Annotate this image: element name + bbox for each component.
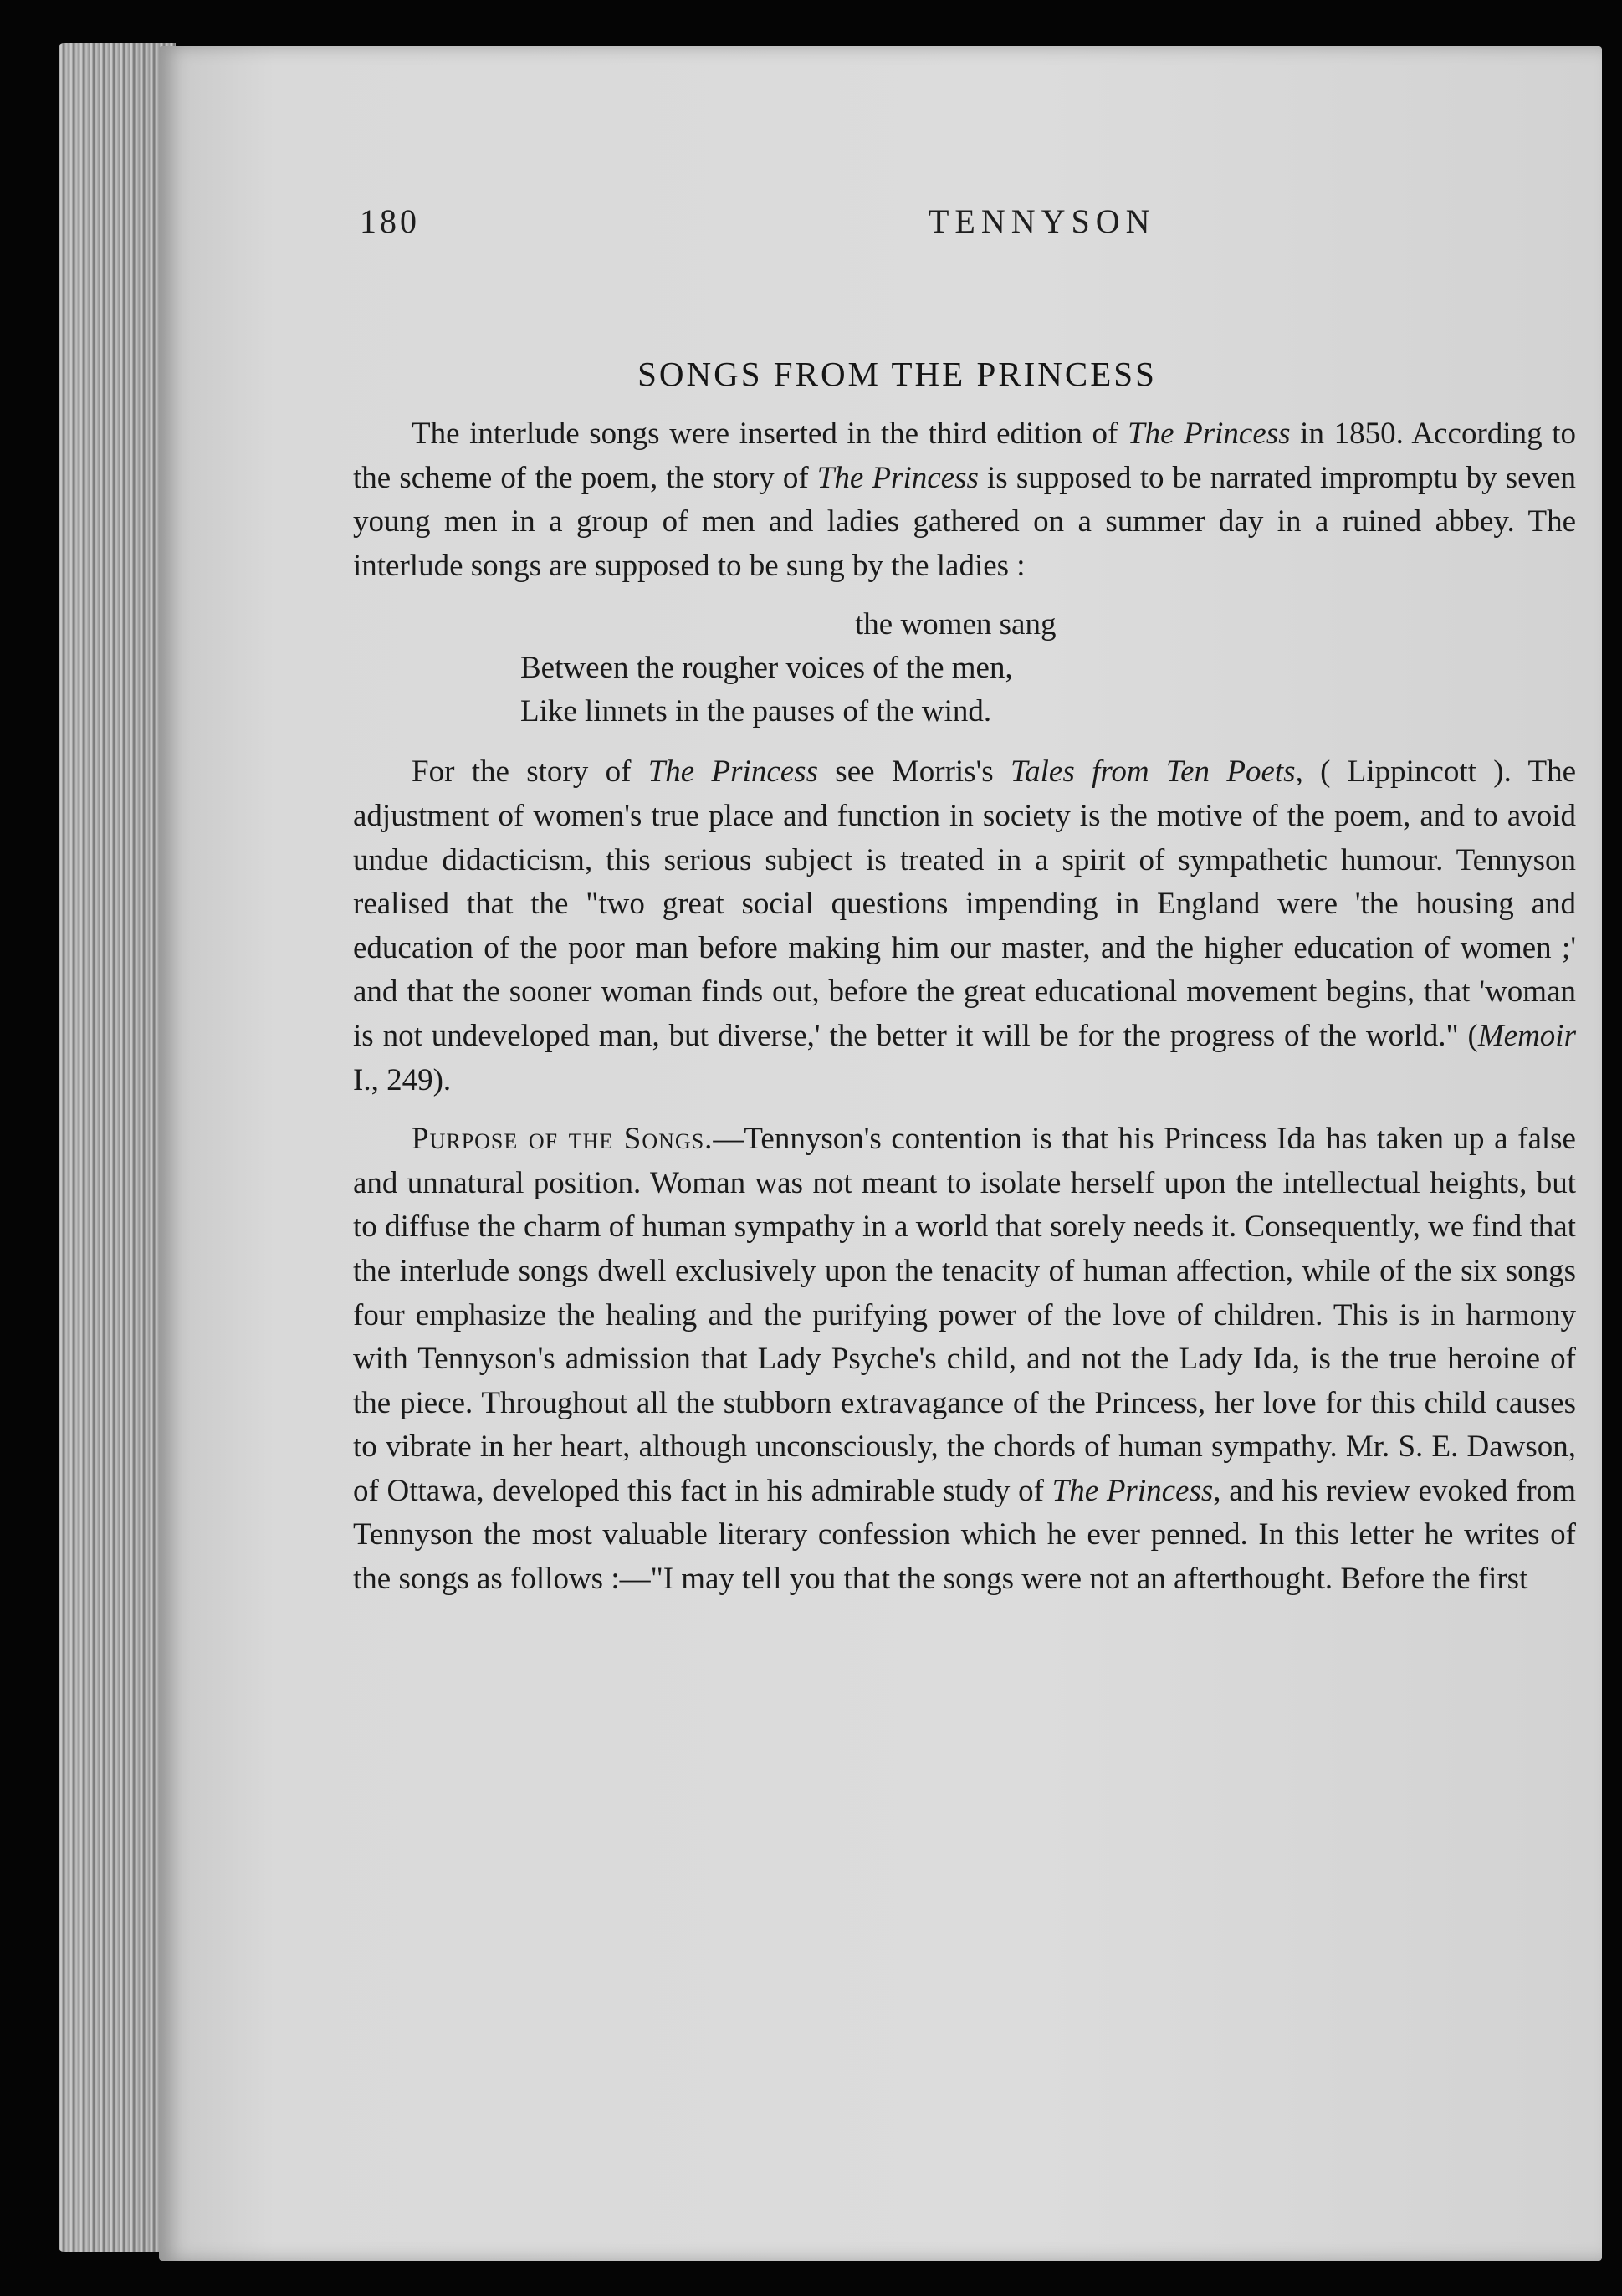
verse-line: the women sang (855, 607, 1057, 642)
section-title: SONGS FROM THE PRINCESS (637, 355, 1157, 393)
italic-title: The Princess (816, 460, 979, 495)
text-run: —Tennyson's contention is that his Princess Ida has taken up a false and unnatural position. Woman was not meant to isolate herself upon the intellectual heights, but to diffuse the charm of human sympathy in a world that sorely needs it. Consequently, we find that the interlude songs dwell exclusively upon the tenacity of human affection, while of the six songs four emphasize the healing and the purifying power of the love of children. This is in harmony with Tennyson's admission that Lady Psyche's child, and not the Lady Ida, is the true heroine of the piece. Throughout all the stubborn extravagance of the Princess, her love for this child causes to vibrate in her heart, although unconsciously, the chords of human sympathy. Mr. S. E. Dawson, of Ottawa, developed this fact in his admirable study of (353, 1122, 1576, 1508)
running-title: TENNYSON (929, 202, 1156, 240)
text-run: in 1850. According to the scheme of the poem, the story of (353, 417, 1576, 495)
verse-line: Between the rougher voices of the men, (520, 651, 1013, 686)
paragraph-intro (353, 412, 1576, 588)
paragraph-purpose (353, 1117, 1576, 1602)
verse-quotation (353, 603, 1576, 734)
text-run: The interlude songs were inserted in the third edition of (412, 417, 1128, 451)
italic-title: Tales from Ten Poets (1010, 754, 1296, 790)
body-text (353, 412, 1576, 1602)
running-head (159, 202, 1602, 243)
text-run: For the story of (412, 754, 648, 790)
verse-line: Like linnets in the pauses of the wind. (520, 694, 992, 729)
italic-title: The Princess (1051, 1473, 1214, 1508)
italic-title: Memoir (1477, 1018, 1576, 1053)
text-run: , and his review evoked from Tennyson the most valuable literary confession which he ever penned. In this letter he writes of the songs as follows :—"I may tell you that the songs were not an afterthought. Before the first (353, 1473, 1576, 1597)
paragraph-heading: Purpose of the Songs. (412, 1122, 714, 1157)
text-run: I., 249). (353, 1062, 452, 1097)
text-run: , ( Lippincott ). The adjustment of women's true place and function in society is the motive of the poem, and to avoid undue didacticism, this serious subject is treated in a spirit of sympathetic humour. Tennyson realised that the "two great social questions impending in England were 'the housing and education of the poor man before making him our master, and the higher education of women ;' and that the sooner woman finds out, before the great educational movement begins, that 'woman is not undeveloped man, but diverse,' the better it will be for the progress of the world." ( (353, 754, 1576, 1053)
italic-title: The Princess (647, 754, 818, 790)
text-run: is supposed to be narrated impromptu by seven young men in a group of men and ladies gathered on a summer day in a ruined abbey. The interlude songs are supposed to be sung by the ladies : (353, 460, 1576, 583)
text-run: see Morris's (817, 754, 1011, 790)
book-page-edges (59, 43, 176, 2252)
paragraph-story (353, 750, 1576, 1102)
book-page (159, 46, 1602, 2261)
page-number: 180 (360, 202, 420, 240)
italic-title: The Princess (1128, 417, 1291, 451)
